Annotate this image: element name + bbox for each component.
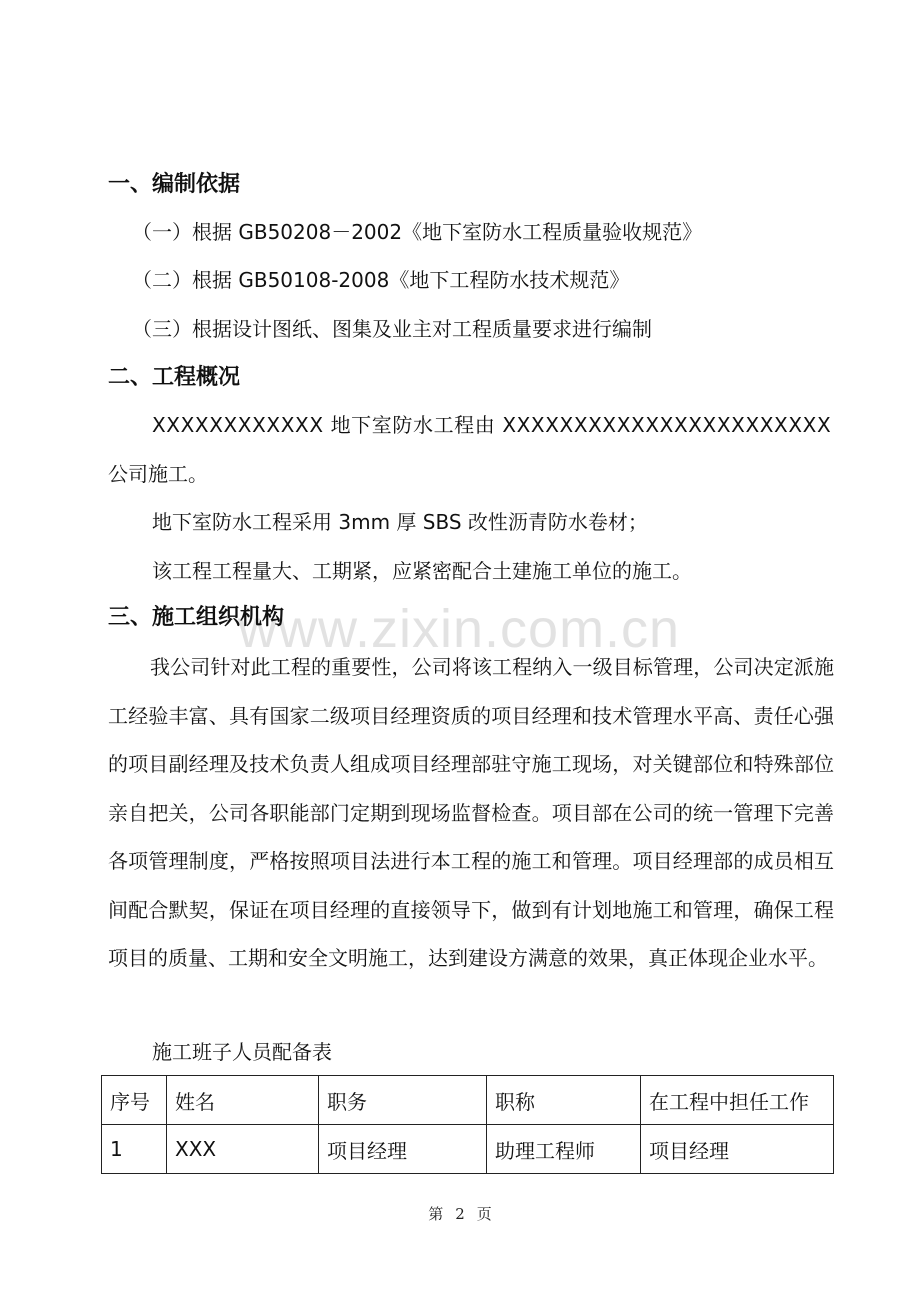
cell-name: XXX [167, 1125, 319, 1174]
table-row [102, 1125, 834, 1174]
basis-item-1: （一）根据 GB50208－2002《地下室防水工程质量验收规范》 [132, 220, 703, 244]
footer-suffix: 页 [476, 1205, 492, 1223]
page-number: 2 [455, 1205, 465, 1223]
section-heading-overview: 二、工程概况 [108, 365, 241, 390]
staff-table [101, 1075, 834, 1174]
cell-title: 助理工程师 [487, 1125, 641, 1174]
watermark: www.zixin.com.cn [238, 599, 681, 659]
overview-line-3: 地下室防水工程采用 3mm 厚 SBS 改性沥青防水卷材； [152, 510, 648, 534]
organization-paragraph: 我公司针对此工程的重要性，公司将该工程纳入一级目标管理，公司决定派施工经验丰富、具有国家二级项目经理资质的项目经理和技术管理水平高、责任心强的项目副经理及技术负责人组成项目经理部驻守施工现场，对关键部位和特殊部位亲自把关，公司各职能部门定期到现场监督检查。项目部在公司的统一管理下完善各项管理制度，严格按照项目法进行本工程的施工和管理。项目经理部的成员相互间配合默契，保证在项目经理的直接领导下，做到有计划地施工和管理，确保工程项目的质量、工期和安全文明施工，达到建设方满意的效果，真正体现企业水平。 [108, 655, 834, 970]
page-footer [0, 1203, 920, 1224]
section-heading-basis: 一、编制依据 [108, 172, 241, 197]
table-header-row [102, 1076, 834, 1125]
overview-line-2: 公司施工。 [108, 462, 208, 486]
footer-prefix: 第 [428, 1205, 444, 1223]
header-role: 在工程中担任工作 [641, 1076, 834, 1125]
cell-role: 项目经理 [641, 1125, 834, 1174]
header-index: 序号 [102, 1076, 167, 1125]
table-title: 施工班子人员配备表 [152, 1040, 332, 1064]
section-heading-organization: 三、施工组织机构 [108, 605, 285, 630]
header-name: 姓名 [167, 1076, 319, 1125]
basis-item-2: （二）根据 GB50108-2008《地下工程防水技术规范》 [132, 268, 630, 292]
cell-index: 1 [102, 1125, 167, 1174]
overview-line-4: 该工程工程量大、工期紧，应紧密配合土建施工单位的施工。 [152, 559, 692, 583]
cell-position: 项目经理 [319, 1125, 487, 1174]
header-title: 职称 [487, 1076, 641, 1125]
overview-line-1: XXXXXXXXXXXX 地下室防水工程由 XXXXXXXXXXXXXXXXXXXXXXX [152, 413, 832, 437]
basis-item-3: （三）根据设计图纸、图集及业主对工程质量要求进行编制 [132, 317, 652, 341]
header-position: 职务 [319, 1076, 487, 1125]
